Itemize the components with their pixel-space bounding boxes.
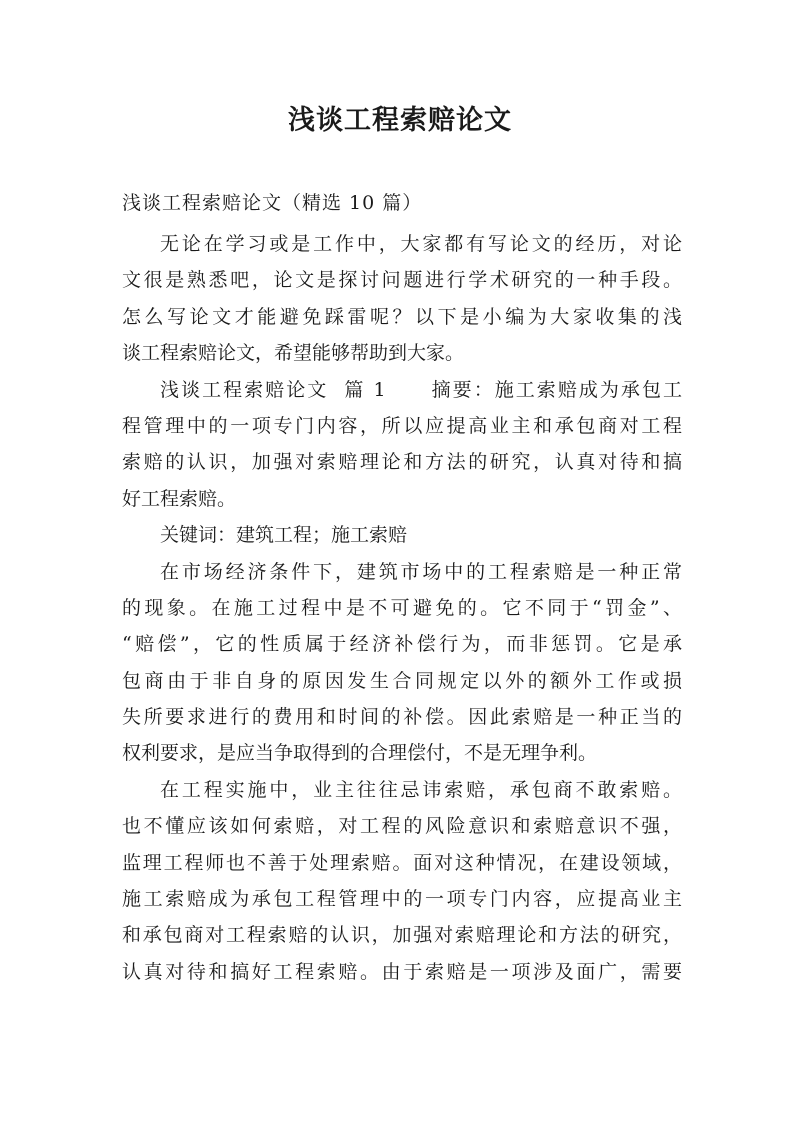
paragraph-line: 权利要求，是应当争取得到的合理偿付，不是无理争利。 xyxy=(122,742,598,765)
abstract-line: 好工程索赔。 xyxy=(122,487,237,510)
document-subtitle: 浅谈工程索赔论文（精选 10 篇） xyxy=(122,192,423,214)
abstract-line: 索赔的认识，加强对索赔理论和方法的研究，认真对待和搞 xyxy=(122,451,682,474)
paragraph-line: 在工程实施中，业主往往忌讳索赔，承包商不敢索赔。 xyxy=(160,778,682,801)
paragraph-line: 包商由于非自身的原因发生合同规定以外的额外工作或损 xyxy=(122,669,682,692)
paragraph-line: 监理工程师也不善于处理索赔。面对这种情况，在建设领域， xyxy=(122,851,682,874)
intro-line: 怎么写论文才能避免踩雷呢？以下是小编为大家收集的浅 xyxy=(122,305,682,328)
intro-line: 无论在学习或是工作中，大家都有写论文的经历，对论 xyxy=(160,233,682,255)
paragraph-line: 施工索赔成为承包工程管理中的一项专门内容，应提高业主 xyxy=(122,888,682,911)
abstract-line: 程管理中的一项专门内容，所以应提高业主和承包商对工程 xyxy=(122,414,682,437)
paragraph-line: “赔偿”，它的性质属于经济补偿行为，而非惩罚。它是承 xyxy=(122,633,682,656)
paragraph-line: 的现象。在施工过程中是不可避免的。它不同于“罚金”、 xyxy=(122,596,682,619)
intro-line: 文很是熟悉吧，论文是探讨问题进行学术研究的一种手段。 xyxy=(122,269,682,292)
paragraph-line: 在市场经济条件下，建筑市场中的工程索赔是一种正常 xyxy=(160,560,682,583)
paragraph-line: 和承包商对工程索赔的认识，加强对索赔理论和方法的研究， xyxy=(122,924,682,947)
paragraph-line: 失所要求进行的费用和时间的补偿。因此索赔是一种正当的 xyxy=(122,706,682,729)
paragraph-line: 认真对待和搞好工程索赔。由于索赔是一项涉及面广，需要 xyxy=(122,960,682,983)
keywords: 关键词：建筑工程；施工索赔 xyxy=(160,524,408,547)
document-body xyxy=(122,226,682,990)
abstract-first: 摘要：施工索赔成为承包工 xyxy=(429,378,682,401)
page-title: 浅谈工程索赔论文 xyxy=(288,105,512,136)
article-heading-line xyxy=(122,372,682,408)
intro-line: 谈工程索赔论文，希望能够帮助到大家。 xyxy=(122,342,465,365)
article-heading: 浅谈工程索赔论文 篇 1 xyxy=(160,378,386,401)
paragraph-line: 也不懂应该如何索赔，对工程的风险意识和索赔意识不强， xyxy=(122,815,682,838)
